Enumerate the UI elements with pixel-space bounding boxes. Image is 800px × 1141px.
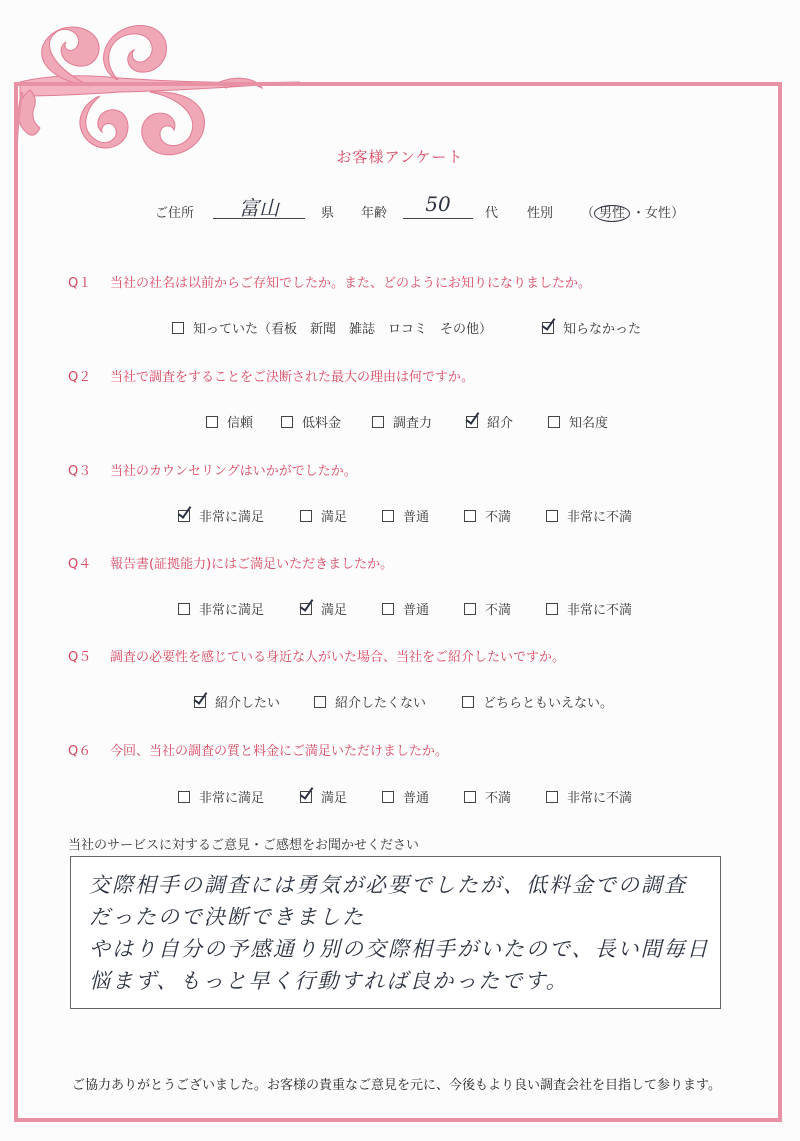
option-very-dissatisfied[interactable]: [546, 506, 632, 525]
checkbox-checked[interactable]: [300, 603, 312, 615]
option-dissatisfied[interactable]: [464, 599, 511, 618]
option-label: 紹介したくない: [335, 696, 427, 711]
footer-thanks: ご協力ありがとうございました。お客様の貴重なご意見を元に、今後もより良い調査会社を目指して参ります。: [72, 1078, 721, 1093]
checkbox[interactable]: [546, 510, 558, 522]
option-label: 不満: [485, 791, 512, 806]
option-label: 知名度: [569, 416, 609, 431]
question-text: 報告書(証拠能力)にはご満足いただきましたか。: [110, 557, 394, 572]
option-satisfied[interactable]: [300, 787, 347, 806]
option-would-refer[interactable]: [194, 692, 280, 711]
option-label: 普通: [403, 603, 430, 618]
question-number: Q１: [68, 276, 92, 291]
question-text: 当社のカウンセリングはいかがでしたか。: [110, 464, 357, 479]
option-would-not-refer[interactable]: [314, 692, 426, 711]
question-text: 当社で調査をすることをご決断された最大の理由は何ですか。: [110, 370, 475, 385]
respondent-info: [155, 192, 715, 226]
comment-textarea[interactable]: [70, 856, 721, 1009]
option-label: 知らなかった: [563, 322, 642, 337]
gender-male-circled[interactable]: 男性: [594, 205, 630, 222]
option-label: 紹介: [487, 416, 514, 431]
option-label: どちらともいえない。: [483, 696, 614, 711]
option-satisfied[interactable]: [300, 599, 347, 618]
gender-label: 性別: [527, 206, 554, 221]
option-label: 非常に不満: [567, 603, 633, 618]
option-label: 普通: [403, 791, 430, 806]
gender-options: （ 男性 ・女性）: [581, 206, 685, 221]
checkbox[interactable]: [314, 696, 326, 708]
checkbox-checked[interactable]: [300, 791, 312, 803]
comment-line: 交際相手の調査には勇気が必要でしたが、低料金での調査: [89, 873, 687, 897]
option-research-ability[interactable]: [372, 412, 432, 431]
comment-line: 悩まず、もっと早く行動すれば良かったです。: [89, 969, 569, 993]
checkbox[interactable]: [464, 603, 476, 615]
option-label: 普通: [403, 510, 430, 525]
gender-separator: ・: [632, 206, 646, 221]
address-value: 富山: [213, 192, 305, 219]
option-label: 非常に不満: [567, 510, 633, 525]
question-2: [68, 366, 474, 385]
option-very-dissatisfied[interactable]: [546, 599, 632, 618]
checkbox[interactable]: [546, 603, 558, 615]
checkbox-checked[interactable]: [466, 416, 478, 428]
option-label: 満足: [321, 603, 348, 618]
option-very-satisfied[interactable]: [178, 599, 264, 618]
option-trust[interactable]: [206, 412, 253, 431]
checkbox[interactable]: [548, 416, 560, 428]
checkbox[interactable]: [382, 510, 394, 522]
option-dissatisfied[interactable]: [464, 787, 511, 806]
checkbox[interactable]: [382, 603, 394, 615]
checkbox[interactable]: [178, 603, 190, 615]
question-4-options: [0, 599, 800, 619]
comment-handwritten-text: [89, 869, 709, 997]
option-label: 非常に満足: [199, 603, 265, 618]
checkbox[interactable]: [372, 416, 384, 428]
option-label: 紹介したい: [215, 696, 281, 711]
gender-female[interactable]: 女性: [645, 206, 672, 221]
checkbox[interactable]: [382, 791, 394, 803]
option-label: 非常に不満: [567, 791, 633, 806]
question-number: Q２: [68, 370, 92, 385]
option-dissatisfied[interactable]: [464, 506, 511, 525]
checkbox[interactable]: [281, 416, 293, 428]
question-5: [68, 646, 565, 665]
question-6-options: [0, 787, 800, 807]
checkbox[interactable]: [300, 510, 312, 522]
question-number: Q５: [68, 650, 92, 665]
option-label: 信頼: [227, 416, 254, 431]
option-undecided[interactable]: [462, 692, 613, 711]
option-knew[interactable]: [172, 318, 492, 337]
checkbox-checked[interactable]: [194, 696, 206, 708]
checkbox-checked[interactable]: [542, 322, 554, 334]
question-text: 今回、当社の調査の質と料金にご満足いただけましたか。: [110, 744, 449, 759]
option-referral[interactable]: [466, 412, 513, 431]
question-text: 当社の社名は以前からご存知でしたか。また、どのようにお知りになりましたか。: [110, 276, 592, 291]
option-very-satisfied[interactable]: [178, 506, 264, 525]
checkbox[interactable]: [464, 510, 476, 522]
question-number: Q４: [68, 557, 92, 572]
question-3-options: [0, 506, 800, 526]
checkbox[interactable]: [206, 416, 218, 428]
option-label: 満足: [321, 510, 348, 525]
checkbox[interactable]: [546, 791, 558, 803]
question-6: [68, 740, 448, 759]
option-label: 満足: [321, 791, 348, 806]
option-label: 知っていた（看板 新聞 雑誌 ロコミ その他）: [193, 322, 493, 337]
question-1: [68, 272, 591, 291]
question-number: Q６: [68, 744, 92, 759]
checkbox[interactable]: [464, 791, 476, 803]
option-label: 非常に満足: [199, 510, 265, 525]
question-2-options: [0, 412, 800, 432]
question-3: [68, 460, 357, 479]
checkbox[interactable]: [462, 696, 474, 708]
option-label: 不満: [485, 510, 512, 525]
comment-label: 当社のサービスに対するご意見・ご感想をお聞かせください: [68, 838, 420, 853]
comment-line: やはり自分の予感通り別の交際相手がいたので、長い間毎日: [89, 937, 710, 961]
question-number: Q３: [68, 464, 92, 479]
age-label: 年齢: [361, 206, 388, 221]
option-recognition[interactable]: [548, 412, 608, 431]
question-1-options: [0, 318, 800, 338]
option-average[interactable]: [382, 599, 429, 618]
option-very-dissatisfied[interactable]: [546, 787, 632, 806]
question-text: 調査の必要性を感じている身近な人がいた場合、当社をご紹介したいですか。: [110, 650, 566, 665]
age-suffix: 代: [485, 206, 499, 221]
option-label: 調査力: [393, 416, 433, 431]
question-5-options: [0, 692, 800, 712]
option-label: 不満: [485, 603, 512, 618]
option-low-price[interactable]: [281, 412, 341, 431]
option-satisfied[interactable]: [300, 506, 347, 525]
comment-line: だったので決断できました: [89, 905, 365, 929]
age-value: 50: [403, 192, 473, 219]
option-average[interactable]: [382, 787, 429, 806]
page-title: お客様アンケート: [336, 148, 464, 166]
option-label: 低料金: [302, 416, 342, 431]
option-very-satisfied[interactable]: [178, 787, 264, 806]
option-average[interactable]: [382, 506, 429, 525]
address-label: ご住所: [155, 206, 195, 221]
prefecture-suffix: 県: [321, 206, 335, 221]
question-4: [68, 553, 393, 572]
option-did-not-know[interactable]: [542, 318, 641, 337]
checkbox-checked[interactable]: [178, 510, 190, 522]
checkbox[interactable]: [172, 322, 184, 334]
option-label: 非常に満足: [199, 791, 265, 806]
checkbox[interactable]: [178, 791, 190, 803]
